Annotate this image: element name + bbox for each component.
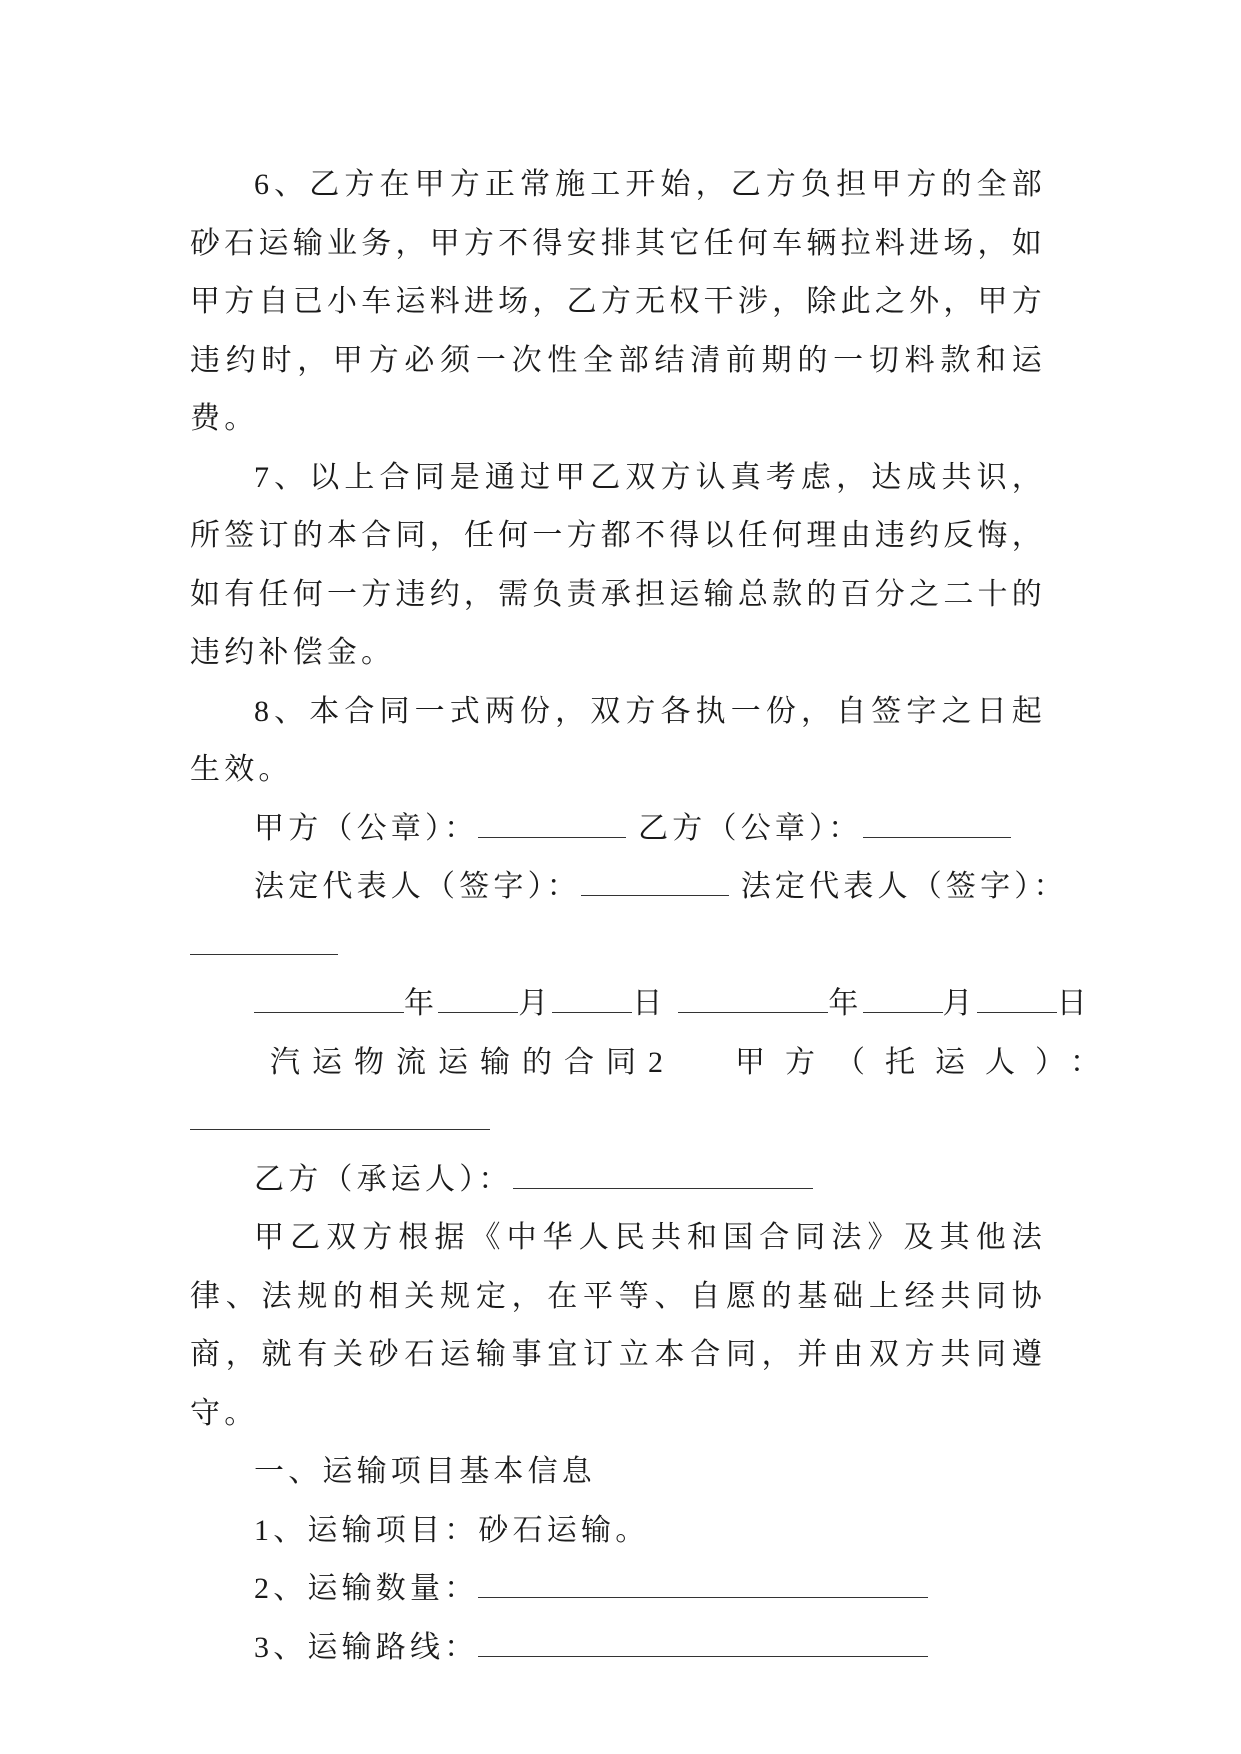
clause-8: 8、本合同一式两份，双方各执一份，自签字之日起生效。 [190, 694, 1046, 786]
legal-rep-a-blank[interactable] [581, 873, 729, 896]
carrier-label: 乙方（承运人）： [254, 1162, 513, 1196]
date-b-month-blank[interactable] [863, 990, 943, 1013]
date-b-year-blank[interactable] [678, 990, 828, 1013]
contract2-intro: 甲乙双方根据《中华人民共和国合同法》及其他法律、法规的相关规定，在平等、自愿的基础上经共同协商，就有关砂石运输事宜订立本合同，并由双方共同遵守。 [190, 1221, 1046, 1430]
seal-line [190, 800, 1046, 859]
item-3-label: 3、运输路线： [254, 1630, 479, 1664]
item-2-label: 2、运输数量： [254, 1572, 479, 1605]
date-a-year-label: 年 [404, 987, 439, 1020]
section1-heading: 一、运输项目基本信息 [254, 1455, 596, 1488]
item-2 [190, 1560, 1046, 1619]
party-b-seal-label: 乙方（公章）： [638, 811, 863, 845]
document-page [190, 156, 1120, 1677]
date-b-year-label: 年 [828, 987, 863, 1020]
shipper-blank[interactable] [190, 1107, 490, 1130]
carrier-blank[interactable] [513, 1166, 813, 1189]
carrier-line [190, 1151, 1046, 1210]
date-a-month-blank[interactable] [438, 990, 518, 1013]
item-1: 1、运输项目：砂石运输。 [254, 1513, 650, 1547]
item-3 [190, 1619, 1046, 1678]
date-line [190, 975, 1091, 1034]
clause-7: 7、以上合同是通过甲乙双方认真考虑，达成共识，所签订的本合同，任何一方都不得以任何理由违约反悔，如有任何一方违约，需负责承担运输总款的百分之二十的违约补偿金。 [190, 460, 1046, 669]
party-b-seal-blank[interactable] [863, 815, 1011, 838]
legal-rep-line [190, 858, 1068, 917]
contract2-title: 汽运物流运输的合同2 [270, 1045, 675, 1079]
legal-rep-b-label: 法定代表人（签字）： [740, 870, 1068, 903]
route-blank[interactable] [478, 1634, 928, 1657]
date-a-month-label: 月 [518, 987, 553, 1020]
shipper-blank-line [190, 1092, 1046, 1151]
shipper-label: 甲方（托运人）： [735, 1045, 1120, 1079]
legal-rep-b-continuation [190, 917, 1046, 976]
party-a-seal-blank[interactable] [478, 815, 626, 838]
date-a-day-blank[interactable] [552, 990, 632, 1013]
quantity-blank[interactable] [478, 1575, 928, 1598]
date-b-month-label: 月 [942, 987, 977, 1020]
legal-rep-a-label: 法定代表人（签字）： [254, 870, 581, 903]
date-b-day-label: 日 [1056, 987, 1091, 1020]
legal-rep-b-blank[interactable] [190, 932, 338, 955]
date-b-day-blank[interactable] [977, 990, 1057, 1013]
clause-6: 6、乙方在甲方正常施工开始，乙方负担甲方的全部砂石运输业务，甲方不得安排其它任何车辆拉料进场，如甲方自已小车运料进场，乙方无权干涉，除此之外，甲方违约时，甲方必须一次性全部结清前期的一切料款和运费。 [190, 168, 1046, 435]
contract2-title-line [190, 1034, 1120, 1093]
date-a-year-blank[interactable] [254, 990, 404, 1013]
party-a-seal-label: 甲方（公章）： [254, 811, 479, 845]
date-a-day-label: 日 [632, 987, 667, 1020]
